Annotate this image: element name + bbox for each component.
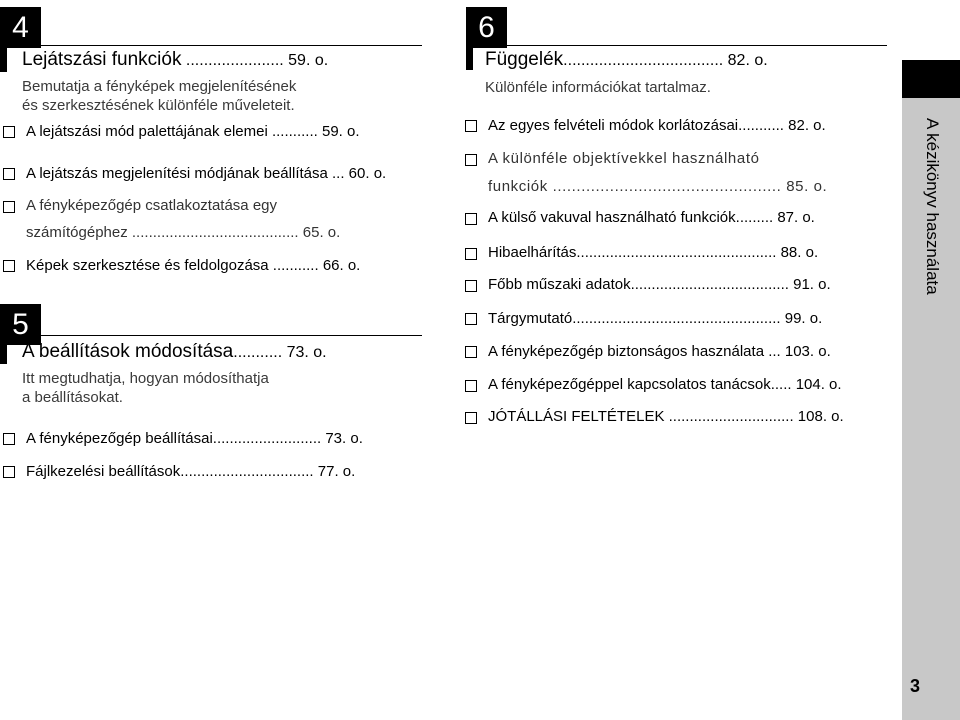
checkbox-icon <box>465 313 477 325</box>
toc-entry-camera-settings[interactable]: A fényképezőgép beállításai.......................... 73. o. <box>26 430 363 447</box>
toc-entry-warranty[interactable]: JÓTÁLLÁSI FELTÉTELEK .............................. 108. o. <box>488 408 844 425</box>
checkbox-icon <box>465 412 477 424</box>
toc-entry-external-flash[interactable]: A külső vakuval használható funkciók......... 87. o. <box>488 209 815 226</box>
section-4-desc-1: Bemutatja a fényképek megjelenítésének <box>22 78 297 95</box>
toc-entry-lenses-1[interactable]: A különféle objektívekkel használható <box>488 150 760 167</box>
section-4-rule <box>41 45 422 46</box>
checkbox-icon <box>3 168 15 180</box>
section-6-title-text: Függelék <box>485 49 564 70</box>
checkbox-icon <box>3 201 15 213</box>
section-5-desc-2: a beállításokat. <box>22 389 123 406</box>
toc-entry-computer-1[interactable]: A fényképezőgép csatlakoztatása egy <box>26 197 278 214</box>
checkbox-icon <box>465 380 477 392</box>
toc-entry-troubleshooting[interactable]: Hibaelhárítás................................................ 88. o. <box>488 244 819 261</box>
side-tab-marker <box>902 60 960 98</box>
section-5-title[interactable] <box>22 340 327 364</box>
section-6-number: 6 <box>466 7 507 48</box>
section-4-number: 4 <box>0 7 41 48</box>
section-4-desc-2: és szerkesztésének különféle műveleteit. <box>22 97 295 114</box>
checkbox-icon <box>3 466 15 478</box>
page-number: 3 <box>910 676 921 696</box>
section-4-title[interactable] <box>22 48 328 72</box>
checkbox-icon <box>465 213 477 225</box>
section-4-title-bar <box>0 46 7 72</box>
toc-entry-lenses-2[interactable]: funkciók ................................................ 85. o. <box>488 178 828 195</box>
checkbox-icon <box>465 346 477 358</box>
section-6-title-page: .................................... 82. o. <box>563 52 768 69</box>
toc-entry-specifications[interactable]: Főbb műszaki adatok...................................... 91. o. <box>488 276 831 293</box>
section-5-rule <box>41 335 422 336</box>
checkbox-icon <box>465 248 477 260</box>
section-6-rule <box>507 45 887 46</box>
toc-entry-display-mode[interactable]: A lejátszás megjelenítési módjának beállítása ... 60. o. <box>26 165 387 182</box>
section-4-title-page: ...................... 59. o. <box>181 52 329 69</box>
section-5-desc-1: Itt megtudhatja, hogyan módosíthatja <box>22 370 269 387</box>
section-6-title-bar <box>466 46 473 70</box>
checkbox-icon <box>465 280 477 292</box>
toc-entry-file-settings[interactable]: Fájlkezelési beállítások................................ 77. o. <box>26 463 356 480</box>
section-5-number: 5 <box>0 304 41 345</box>
toc-entry-tips[interactable]: A fényképezőgéppel kapcsolatos tanácsok..... 104. o. <box>488 376 842 393</box>
toc-entry-shooting-limits[interactable]: Az egyes felvételi módok korlátozásai........... 82. o. <box>488 117 826 134</box>
checkbox-icon <box>3 126 15 138</box>
section-5-title-page: ........... 73. o. <box>233 344 327 361</box>
toc-entry-safety[interactable]: A fényképezőgép biztonságos használata ... 103. o. <box>488 343 831 360</box>
section-4-title-text: Lejátszási funkciók <box>22 49 182 70</box>
checkbox-icon <box>3 433 15 445</box>
checkbox-icon <box>465 154 477 166</box>
checkbox-icon <box>3 260 15 272</box>
toc-entry-computer-2[interactable]: számítógéphez ........................................ 65. o. <box>26 224 341 241</box>
section-6-title[interactable] <box>485 48 768 72</box>
side-tab-label[interactable]: A kézikönyv használata <box>923 118 942 295</box>
toc-entry-editing[interactable]: Képek szerkesztése és feldolgozása ........... 66. o. <box>26 257 361 274</box>
section-5-title-text: A beállítások módosítása <box>22 341 234 362</box>
section-6-desc-1: Különféle információkat tartalmaz. <box>485 79 711 96</box>
section-5-title-bar <box>0 336 7 364</box>
toc-entry-index[interactable]: Tárgymutató.................................................. 99. o. <box>488 310 823 327</box>
checkbox-icon <box>465 120 477 132</box>
toc-entry-palette[interactable]: A lejátszási mód palettájának elemei ........... 59. o. <box>26 123 360 140</box>
